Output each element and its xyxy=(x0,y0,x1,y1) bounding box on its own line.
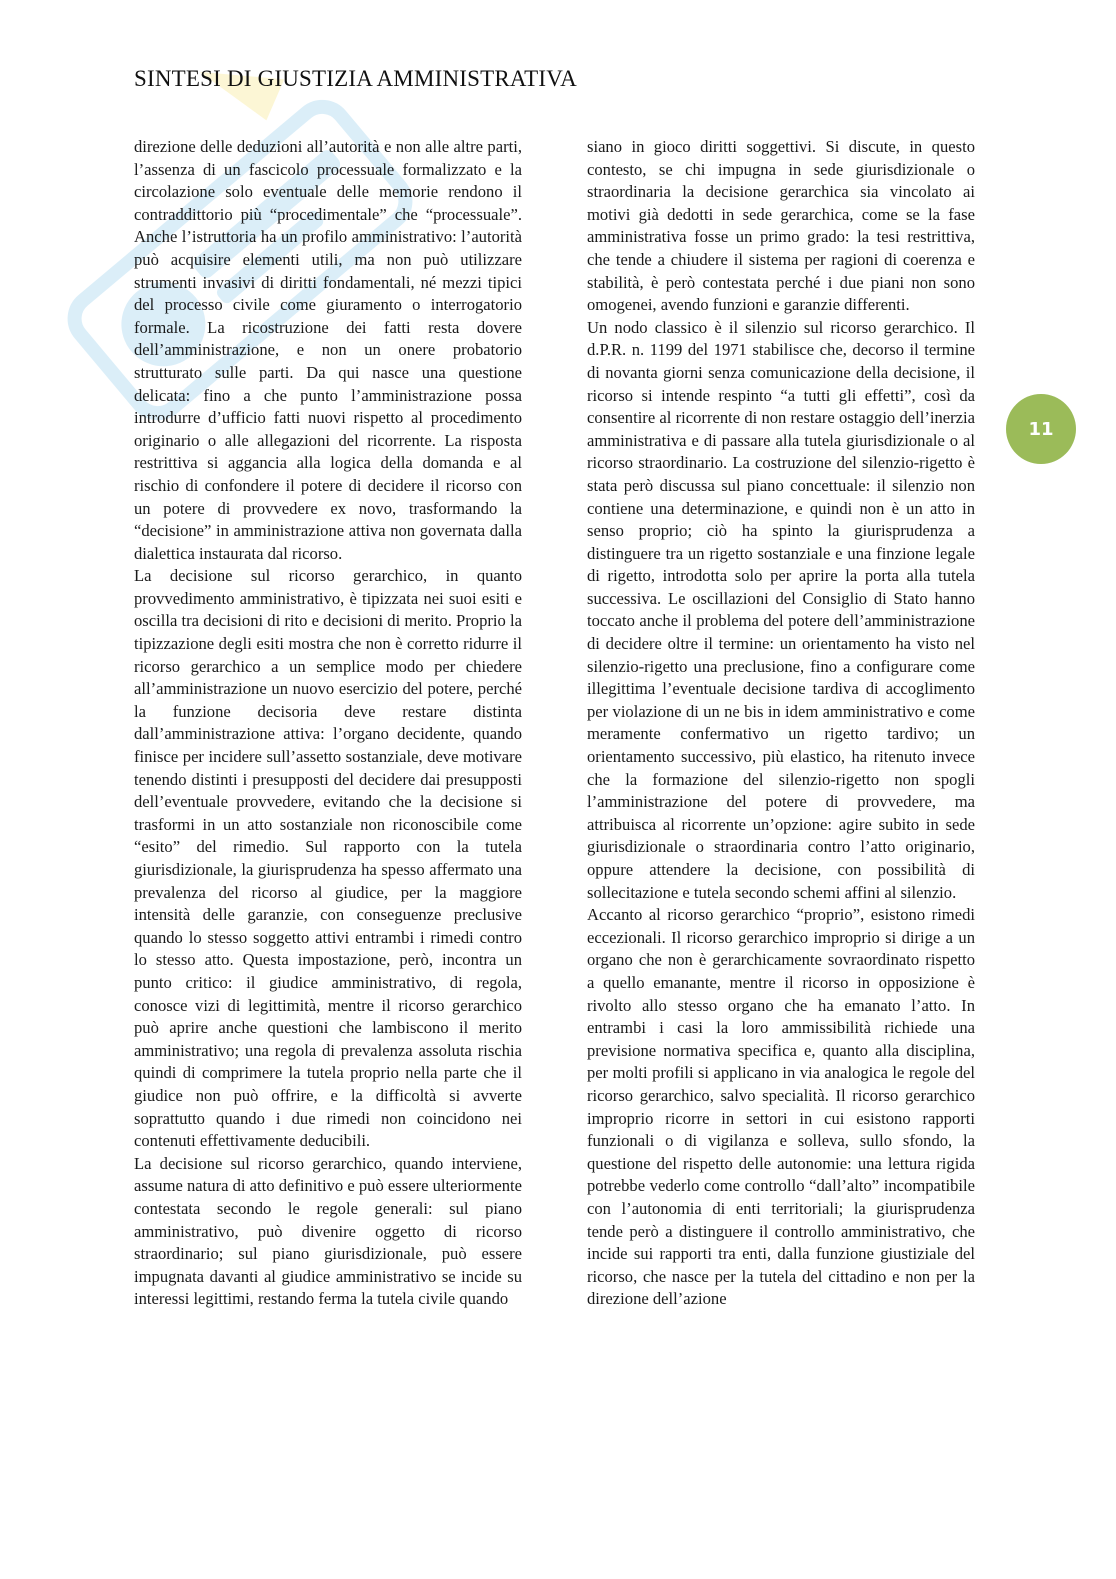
page-number-badge: 11 xyxy=(1006,394,1076,464)
left-text-column xyxy=(134,136,522,1311)
right-text-column xyxy=(587,136,975,1311)
running-header: SINTESI DI GIUSTIZIA AMMINISTRATIVA xyxy=(134,66,577,91)
paragraph: La decisione sul ricorso gerarchico, quando interviene, assume natura di atto definitivo e può essere ulteriormente contestata secondo le regole generali: sul piano amministrativo, può divenire oggetto di ricorso straordinario; sul piano giurisdizionale, può essere impugnata davanti al giudice amministrativo se incide su interessi legittimi, restando ferma la tutela civile quando xyxy=(134,1153,522,1309)
paragraph: La decisione sul ricorso gerarchico, in quanto provvedimento amministrativo, è tipizzata nei suoi esiti e oscilla tra decisioni di rito e decisioni di merito. Proprio la tipizzazione degli esiti mostra che non è corretto ridurre il ricorso gerarchico a un semplice modo per chiedere all’amministrazione un nuovo esercizio del potere, perché la funzione decisoria deve restare distinta dall’amministrazione attiva: l’organo decidente, quando finisce per incidere sull’assetto sostanziale, deve motivare tenendo distinti i presupposti del decidere dai presupposti dell’eventuale provvedere, evitando che la decisione si trasformi in un atto sostanziale non riconoscibile come “esito” del rimedio. Sul rapporto con la tutela giurisdizionale, la giurisprudenza ha spesso affermato una prevalenza del ricorso al giudice, per la maggiore intensità delle garanzie, con conseguenze preclusive quando lo stesso soggetto attivi entrambi i rimedi contro lo stesso atto. Questa impostazione, però, incontra un punto critico: il giudice amministrativo, di regola, conosce vizi di legittimità, mentre il ricorso gerarchico può aprire anche questioni che lambiscono il merito amministrativo; una regola di prevalenza assoluta rischia quindi di comprimere la tutela proprio nella parte che il giudice non può offrire, e la difficoltà si avverte soprattutto quando i due rimedi non coincidono nei contenuti effettivamente deducibili. xyxy=(134,566,522,1151)
paragraph: Accanto al ricorso gerarchico “proprio”, esistono rimedi eccezionali. Il ricorso gerarchico improprio si dirige a un organo che non è gerarchicamente sovraordinato rispetto a quello emanante, mentre il ricorso in opposizione è rivolto allo stesso organo che ha emanato l’atto. In entrambi i casi la loro ammissibilità richiede una previsione normativa specifica e, quanto alla disciplina, per molti profili si applicano in via analogica le regole del ricorso gerarchico, salvo specialità. Il ricorso gerarchico improprio ricorre in settori in cui esistono rapporti funzionali o di vigilanza e solleva, sullo sfondo, la questione del rispetto delle autonomie: una lettura rigida potrebbe vederlo come controllo “dall’alto” incompatibile con l’autonomia di enti territoriali; la giurisprudenza tende però a distinguere il controllo amministrativo, che incide sui rapporti tra enti, dalla funzione giustiziale del ricorso, che nasce per la tutela del cittadino e non per la direzione dell’azione xyxy=(587,905,975,1309)
paragraph: siano in gioco diritti soggettivi. Si discute, in questo contesto, se chi impugna in sede giurisdizionale o straordinaria la decisione gerarchica sia vincolato ai motivi già dedotti in sede gerarchica, come se la fase amministrativa fosse un primo grado: la tesi restrittiva, che tende a chiudere il sistema per ragioni di coerenza e stabilità, è però contestata perché i due piani non sono omogenei, avendo funzioni e garanzie differenti. xyxy=(587,137,975,315)
paragraph: direzione delle deduzioni all’autorità e non alle altre parti, l’assenza di un fascicolo processuale formalizzato e la circolazione solo eventuale delle memorie rendono il contraddittorio più “procedimentale” che “processuale”. Anche l’istruttoria ha un profilo amministrativo: l’autorità può acquisire elementi utili, ma non può utilizzare strumenti invasivi di diritti fondamentali, né mezzi tipici del processo civile come giuramento o interrogatorio formale. La ricostruzione dei fatti resta dovere dell’amministrazione, e non un onere probatorio strutturato sulle parti. Da qui nasce una questione delicata: fino a che punto l’amministrazione possa introdurre d’ufficio fatti nuovi rispetto al procedimento originario o alle allegazioni del ricorrente. La risposta restrittiva si aggancia alla logica della domanda e al rischio di confondere il potere di decidere il ricorso con un potere di provvedere ex novo, trasformando la “decisione” in amministrazione attiva non governata dalla dialettica instaurata dal ricorso. xyxy=(134,137,522,563)
paragraph: Un nodo classico è il silenzio sul ricorso gerarchico. Il d.P.R. n. 1199 del 1971 stabilisce che, decorso il termine di novanta giorni senza comunicazione della decisione, il ricorso si intende respinto “a tutti gli effetti”, così da consentire al ricorrente di non restare ostaggio dell’inerzia amministrativa e di passare alla tutela giurisdizionale o al ricorso straordinario. La costruzione del silenzio-rigetto è stata però discussa sul piano concettuale: il silenzio non contiene una determinazione, e quindi non è un atto in senso proprio; ciò ha spinto la giurisprudenza a distinguere tra un rigetto sostanziale e una finzione legale di rigetto, introdotta solo per aprire la porta alla tutela successiva. Le oscillazioni del Consiglio di Stato hanno toccato anche il problema del potere dell’amministrazione di decidere oltre il termine: un orientamento ha visto nel silenzio-rigetto una preclusione, fino a configurare come illegittima l’eventuale decisione tardiva di accoglimento per violazione di un ne bis in idem amministrativo e come meramente confermativo un rigetto tardivo; un orientamento successivo, più elastico, ha ritenuto invece che la formazione del silenzio-rigetto non spogli l’amministrazione del potere di provvedere, ma attribuisca al ricorrente un’opzione: agire subito in sede giurisdizionale o straordinaria contro l’atto originario, oppure attendere la decisione, con possibilità di sollecitazione e tutela secondo schemi affini al silenzio. xyxy=(587,317,975,902)
